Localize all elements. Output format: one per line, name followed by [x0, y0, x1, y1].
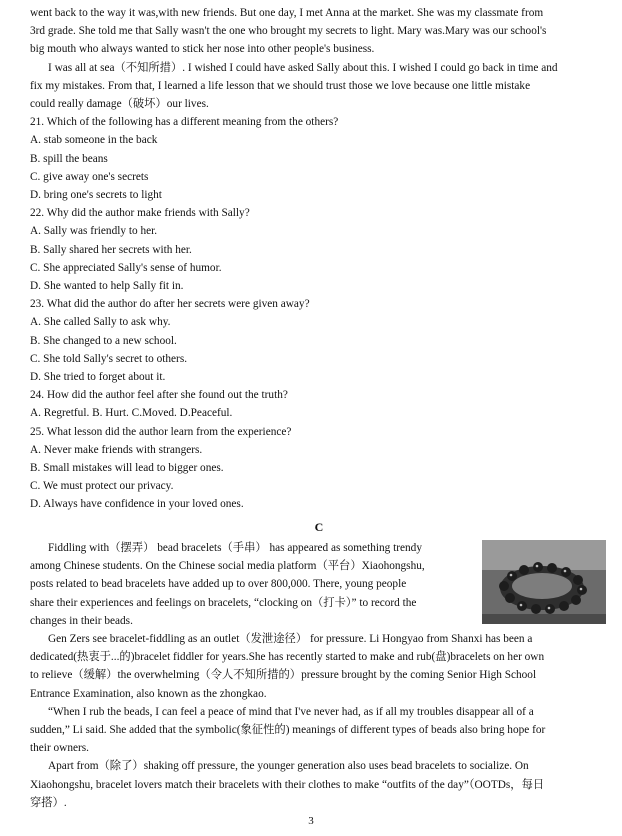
text-line: changes in their beads.	[30, 614, 133, 627]
text-line: Xiaohongshu, bracelet lovers match their bracelets with their clothes to make “outfits of the day”（OOTDs，每日	[30, 778, 545, 791]
text-line: D. She wanted to help Sally fit in.	[30, 280, 184, 293]
text-line: C. She appreciated Sally's sense of humor.	[30, 261, 222, 274]
bead-bracelet-photo	[482, 540, 606, 624]
text-line: fix my mistakes. From that, I learned a life lesson that we should trust those we love because one little mistake	[30, 79, 531, 92]
bracelet-image-icon	[482, 540, 606, 624]
text-line: sudden,” Li said. She added that the symbolic(象征性的) meanings of different types of beads also bring hope for	[30, 723, 546, 736]
text-line: D. She tried to forget about it.	[30, 371, 166, 384]
text-line: 3rd grade. She told me that Sally wasn't the one who brought my secrets to light. Mary was.Mary was our school's	[30, 25, 547, 38]
page-text	[30, 4, 608, 812]
text-line: their owners.	[30, 742, 89, 755]
text-line: A. She called Sally to ask why.	[30, 316, 171, 329]
text-line: B. Small mistakes will lead to bigger ones.	[30, 462, 224, 475]
text-line: share their experiences and feelings on bracelets, “clocking on（打卡）” to record the	[30, 596, 417, 609]
text-line: 25. What lesson did the author learn from the experience?	[30, 425, 292, 438]
text-line: A. stab someone in the back	[30, 134, 158, 147]
text-line: C. give away one's secrets	[30, 170, 149, 183]
text-line: posts related to bead bracelets have added up to over 800,000. There, young people	[30, 578, 407, 591]
text-line: C. We must protect our privacy.	[30, 480, 174, 493]
text-line: among Chinese students. On the Chinese social media platform（平台）Xiaohongshu,	[30, 560, 425, 573]
text-line: B. She changed to a new school.	[30, 334, 177, 347]
section-label: C	[314, 519, 324, 534]
text-line: C. She told Sally's secret to others.	[30, 352, 188, 365]
text-line: Fiddling with（摆弄） bead bracelets（手串） has appeared as something trendy	[48, 541, 422, 554]
text-line: B. spill the beans	[30, 152, 108, 165]
text-line: A. Sally was friendly to her.	[30, 225, 158, 238]
text-line: I was all at sea（不知所措）. I wished I could have asked Sally about this. I wished I could go back in time and	[48, 61, 558, 74]
text-line: A. Regretful. B. Hurt. C.Moved. D.Peaceful.	[30, 407, 233, 420]
text-line: Apart from（除了）shaking off pressure, the younger generation also uses bead bracelets to socialize. On	[48, 760, 529, 773]
text-line: big mouth who always wanted to stick her nose into other people's business.	[30, 43, 375, 56]
text-line: B. Sally shared her secrets with her.	[30, 243, 192, 256]
text-line: Entrance Examination, also known as the zhongkao.	[30, 687, 267, 700]
page-number: 3	[308, 815, 314, 827]
text-line: could really damage（破坏）our lives.	[30, 98, 209, 111]
text-line: Gen Zers see bracelet-fiddling as an outlet（发泄途径） for pressure. Li Hongyao from Shanxi has been a	[48, 632, 533, 645]
text-line: “When I rub the beads, I can feel a peace of mind that I've never had, as if all my troubles disappear all of a	[48, 705, 534, 718]
text-line: A. Never make friends with strangers.	[30, 443, 203, 456]
text-line: 穿搭）.	[30, 796, 67, 809]
text-line: dedicated(热衷于...的)bracelet fiddler for years.She has recently started to make and rub(盘)bracelets on her own	[30, 651, 545, 664]
text-line: D. Always have confidence in your loved ones.	[30, 498, 244, 511]
text-line: to relieve（缓解）the overwhelming（令人不知所措的）pressure brought by the coming Senior High School	[30, 669, 537, 682]
text-line: D. bring one's secrets to light	[30, 189, 162, 202]
text-line: 22. Why did the author make friends with Sally?	[30, 207, 250, 220]
text-line: 21. Which of the following has a different meaning from the others?	[30, 116, 339, 129]
text-line: went back to the way it was,with new friends. But one day, I met Anna at the market. She was my classmate from	[30, 7, 544, 19]
text-line: 23. What did the author do after her secrets were given away?	[30, 298, 310, 311]
text-line: 24. How did the author feel after she found out the truth?	[30, 389, 288, 402]
reading-b-and-questions	[30, 4, 608, 514]
